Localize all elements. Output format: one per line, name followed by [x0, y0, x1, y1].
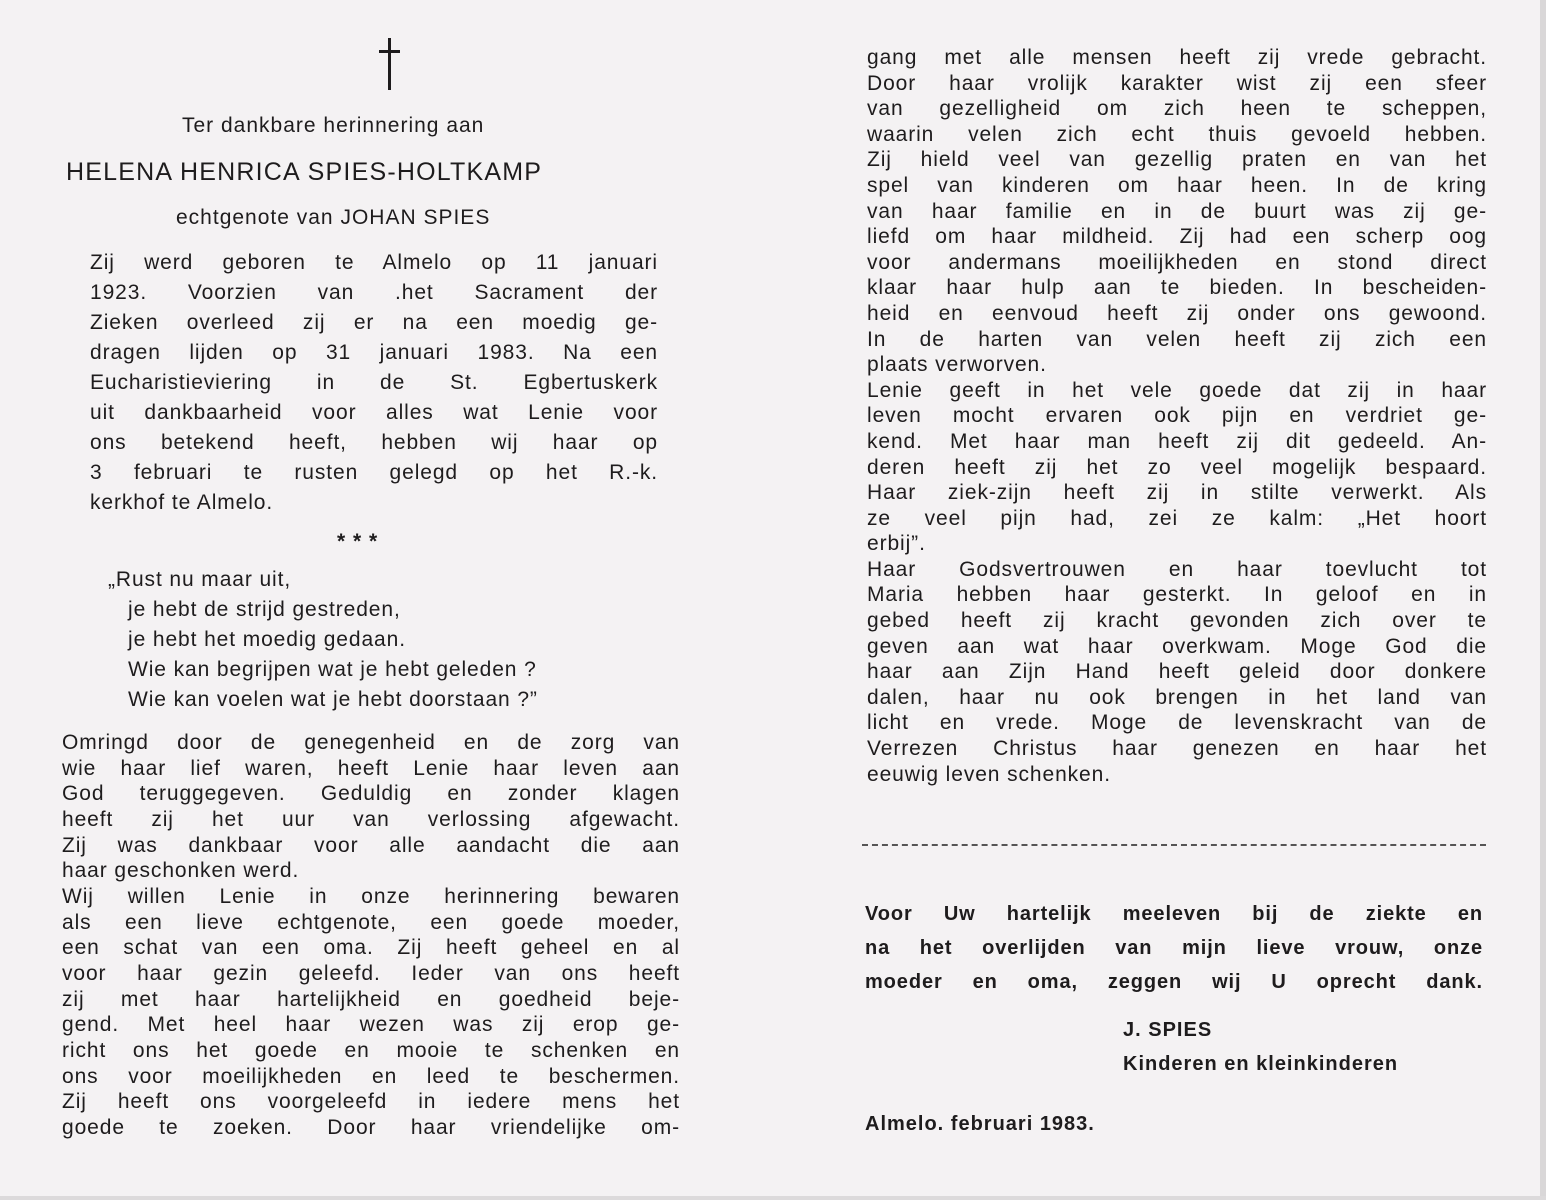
text-line: moeder en oma, zeggen wij U oprecht dank. — [865, 971, 1483, 993]
text-line: Wie kan begrijpen wat je hebt geleden ? — [128, 658, 537, 681]
text-line: dalen, haar nu ook brengen in het land van — [867, 685, 1487, 709]
text-line: voor haar gezin geleefd. Ieder van ons heeft — [62, 961, 680, 985]
text-line: ons betekend heeft, hebben wij haar op — [90, 431, 658, 454]
intro-text: Ter dankbare herinnering aan — [182, 114, 485, 137]
text-line: Haar ziek-zijn heeft zij in stilte verwerkt. Als — [867, 481, 1487, 505]
text-line: Omringd door de genegenheid en de zorg van — [62, 731, 680, 754]
text-line: uit dankbaarheid voor alles wat Lenie voor — [90, 401, 658, 424]
biography-paragraph — [90, 248, 658, 518]
text-line: Haar Godsvertrouwen en haar toevlucht tot — [867, 557, 1487, 581]
text-line: haar geschonken werd. — [62, 859, 300, 883]
text-line: voor andermans moeilijkheden en stond direct — [867, 250, 1487, 274]
text-line: 1923. Voorzien van .het Sacrament der — [90, 281, 658, 304]
text-line: klaar haar hulp aan te bieden. In bescheiden- — [867, 276, 1487, 300]
text-line: goede te zoeken. Door haar vriendelijke om- — [62, 1115, 680, 1139]
divider-line — [862, 844, 1486, 846]
memorial-text-left — [62, 730, 680, 1141]
text-line: ons voor moeilijkheden en leed te beschermen. — [62, 1064, 680, 1088]
text-line: 3 februari te rusten gelegd op het R.-k. — [90, 461, 658, 484]
text-line: wie haar lief waren, heeft Lenie haar leven aan — [62, 756, 680, 780]
text-line: leven mocht ervaren ook pijn en verdriet ge- — [867, 404, 1487, 428]
text-line: deren heeft zij het zo veel mogelijk bespaard. — [867, 455, 1487, 479]
text-line: na het overlijden van mijn lieve vrouw, onze — [865, 937, 1483, 959]
text-line: Zieken overleed zij er na een moedig ge- — [90, 311, 658, 334]
family-line: Kinderen en kleinkinderen — [1123, 1053, 1399, 1075]
text-line: je hebt het moedig gedaan. — [128, 628, 406, 651]
text-line: Zij was dankbaar voor alle aandacht die aan — [62, 833, 680, 857]
text-line: richt ons het goede en mooie te schenken en — [62, 1038, 680, 1062]
text-line: heid en eenvoud heeft zij onder ons gewoond. — [867, 301, 1487, 325]
text-line: licht en vrede. Moge de levenskracht van de — [867, 711, 1487, 735]
text-line: Eucharistieviering in de St. Egbertuskerk — [90, 371, 658, 394]
text-line: gang met alle mensen heeft zij vrede gebracht. — [867, 46, 1487, 69]
text-line: waarin velen zich echt thuis gevoeld hebben. — [867, 122, 1487, 146]
text-line: erbij”. — [867, 532, 926, 556]
text-line: dragen lijden op 31 januari 1983. Na een — [90, 341, 658, 364]
text-line: gebed heeft zij kracht gevonden zich over te — [867, 609, 1487, 633]
text-line: spel van kinderen om haar heen. In de kring — [867, 173, 1487, 197]
deceased-name: HELENA HENRICA SPIES-HOLTKAMP — [66, 158, 543, 186]
text-line: van gezelligheid om zich heen te scheppen, — [867, 97, 1487, 121]
text-line: ze veel pijn had, zei ze kalm: „Het hoort — [867, 506, 1487, 530]
cross-icon — [377, 38, 403, 90]
separator: * * * — [337, 530, 379, 553]
scan-edge-bottom — [0, 1196, 1546, 1200]
memorial-text-right — [867, 45, 1487, 787]
text-line: Wie kan voelen wat je hebt doorstaan ?” — [128, 688, 538, 711]
text-line: „Rust nu maar uit, — [108, 568, 292, 591]
text-line: eeuwig leven schenken. — [867, 762, 1111, 786]
text-line: gend. Met heel haar wezen was zij erop ge- — [62, 1013, 680, 1037]
place-date: Almelo. februari 1983. — [865, 1113, 1095, 1135]
text-line: Door haar vrolijk karakter wist zij een sfeer — [867, 71, 1487, 95]
text-line: Maria hebben haar gesterkt. In geloof en in — [867, 583, 1487, 607]
text-line: een schat van een oma. Zij heeft geheel en al — [62, 936, 680, 960]
text-line: Voor Uw hartelijk meeleven bij de ziekte en — [865, 903, 1483, 925]
text-line: heeft zij het uur van verlossing afgewacht. — [62, 807, 680, 831]
text-line: haar aan Zijn Hand heeft geleid door donkere — [867, 660, 1487, 684]
spouse-line: echtgenote van JOHAN SPIES — [176, 206, 491, 229]
text-line: als een lieve echtgenote, een goede moeder, — [62, 910, 680, 934]
thanks-paragraph — [865, 897, 1483, 999]
text-line: geven aan wat haar overkwam. Moge God die — [867, 634, 1487, 658]
text-line: plaats verworven. — [867, 353, 1047, 377]
text-line: In de harten van velen heeft zij zich een — [867, 327, 1487, 351]
text-line: Wij willen Lenie in onze herinnering bewaren — [62, 884, 680, 908]
text-line: Zij hield veel van gezellig praten en van het — [867, 148, 1487, 172]
text-line: kerkhof te Almelo. — [90, 491, 274, 514]
text-line: kend. Met haar man heeft zij dit gedeeld. An- — [867, 429, 1487, 453]
text-line: Verrezen Christus haar genezen en haar het — [867, 737, 1487, 761]
text-line: Lenie geeft in het vele goede dat zij in haar — [867, 378, 1487, 402]
signature: J. SPIES — [1123, 1019, 1213, 1041]
scan-edge — [1540, 0, 1546, 1200]
text-line: van haar familie en in de buurt was zij ge- — [867, 199, 1487, 223]
poem — [108, 565, 688, 715]
text-line: je hebt de strijd gestreden, — [128, 598, 401, 621]
text-line: God teruggegeven. Geduldig en zonder klagen — [62, 782, 680, 806]
text-line: zij met haar hartelijkheid en goedheid beje- — [62, 987, 680, 1011]
text-line: liefd om haar mildheid. Zij had een scherp oog — [867, 225, 1487, 249]
text-line: Zij werd geboren te Almelo op 11 januari — [90, 251, 658, 274]
text-line: Zij heeft ons voorgeleefd in iedere mens het — [62, 1090, 680, 1114]
